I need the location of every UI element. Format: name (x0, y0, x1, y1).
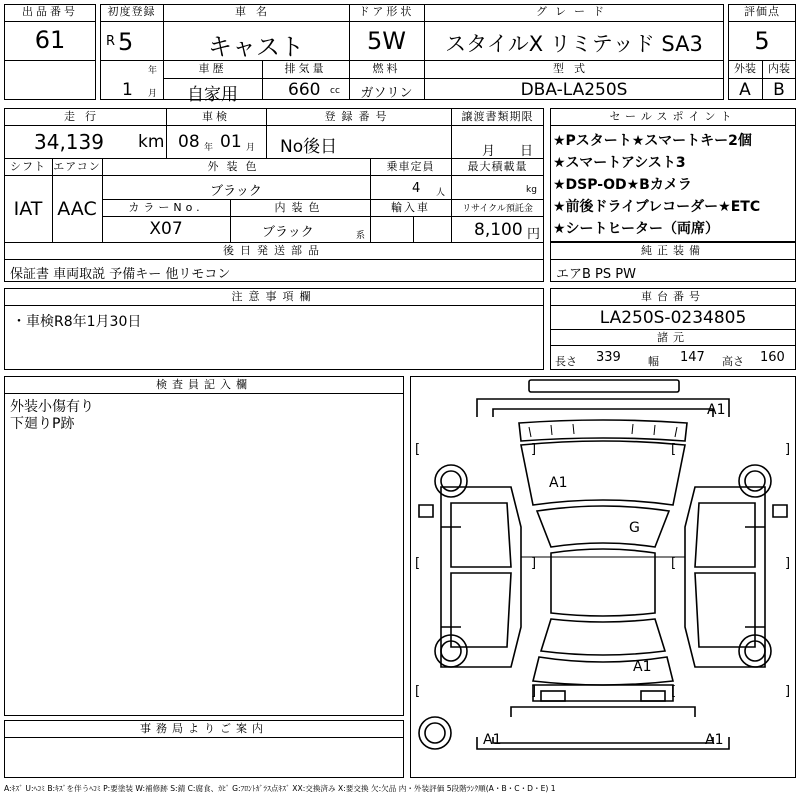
fuel: ガソリン (360, 86, 413, 101)
notes-title: 注意事項欄 (231, 290, 317, 303)
wheel-front-left (435, 465, 467, 497)
bracket: [ (671, 556, 677, 571)
int-color: ブラック (262, 225, 314, 240)
bracket: ] (785, 556, 791, 571)
inspector-title: 検査員記入欄 (156, 378, 252, 391)
bracket: [ (415, 442, 421, 457)
int-color-label: 内装色 (274, 201, 326, 214)
transfer-month: 月 (482, 144, 496, 159)
capacity: 4 (412, 181, 421, 196)
bracket: [ (415, 556, 421, 571)
hood (521, 441, 685, 505)
bracket: ] (531, 442, 537, 457)
damage-mark: A1 (633, 659, 652, 675)
length: 339 (596, 350, 621, 365)
bracket: [ (415, 684, 421, 699)
history-label: 車歴 (198, 62, 227, 75)
legend: A:ｷｽﾞ U:ﾍｺﾐ B:ｷｽﾞを伴うﾍｺﾐ P:要塗装 W:補修跡 S:錆 C:腐食、ｶﾋﾞ G:ﾌﾛﾝﾄｶﾞﾗｽ点ｷｽﾞ XX:交換済み X:要交換 欠:欠品 内・外装評価 5段階ﾗﾝｸ順(A・B・C・D・E) 1 (4, 784, 556, 793)
car-diagram (410, 376, 796, 778)
damage-mark: A1 (705, 732, 724, 748)
insp-month-unit: 月 (246, 143, 256, 153)
exterior-grade: A (739, 80, 751, 100)
interior-label: 内装 (768, 62, 790, 75)
inspector-line: 下廻りP跡 (10, 416, 75, 432)
color-no: X07 (149, 219, 183, 239)
bracket: ] (531, 684, 537, 699)
sales-point-item: ★Pスタート★スマートキー2個 (553, 133, 752, 149)
era: R (106, 34, 116, 49)
shift-label: シフト (10, 160, 46, 173)
int-color-suffix: 系 (356, 231, 366, 241)
front-grille (519, 420, 687, 441)
interior-grade: B (773, 80, 785, 100)
spare-wheel (419, 717, 451, 749)
transfer-label: 譲渡書類期限 (461, 110, 534, 123)
std-equipment-text: エアB PS PW (556, 267, 636, 282)
exterior-label: 外装 (734, 62, 756, 75)
load-unit: kg (526, 185, 537, 195)
insp-month: 01 (220, 132, 242, 152)
ac: AAC (57, 198, 97, 220)
windshield (537, 506, 669, 547)
ext-color-label: 外装色 (207, 160, 265, 173)
ext-color: ブラック (210, 184, 262, 199)
score: 5 (754, 27, 770, 55)
sales-points-title: セールスポイント (609, 110, 737, 123)
capacity-unit: 人 (436, 188, 446, 198)
width: 147 (680, 350, 705, 365)
rear-plate (541, 691, 565, 701)
rear-window (541, 619, 665, 655)
damage-mark: A1 (549, 475, 568, 491)
later-parts-title: 後日発送部品 (223, 244, 325, 257)
bracket: ] (785, 684, 791, 699)
car-name: キャスト (208, 33, 304, 61)
plate: No後日 (280, 137, 338, 157)
bracket: ] (785, 442, 791, 457)
month-unit: 月 (148, 89, 158, 99)
sales-point-item: ★前後ドライブレコーダー★ETC (553, 199, 761, 215)
length-label: 長さ (555, 355, 577, 368)
insp-year: 08 (178, 132, 200, 152)
grade-label: グレード (536, 5, 612, 18)
recycle-unit: 円 (527, 227, 541, 242)
later-parts-text: 保証書 車両取説 予備キー 他リモコン (10, 267, 231, 282)
std-equipment-title: 純正装備 (641, 244, 705, 257)
wheel-front-right (739, 465, 771, 497)
displacement: 660 (288, 80, 321, 100)
model-label: 型式 (553, 62, 595, 75)
bracket: [ (671, 442, 677, 457)
mileage: 34,139 (34, 130, 104, 154)
rear-hatch (533, 657, 673, 685)
chassis-number: LA250S-0234805 (599, 308, 747, 328)
transfer-day: 日 (520, 144, 534, 159)
left-side-body (441, 487, 521, 667)
damage-mark: A1 (483, 732, 502, 748)
front-bumper (477, 399, 729, 417)
fuel-label: 燃料 (372, 62, 401, 75)
bracket: ] (531, 556, 537, 571)
sales-point-item: ★DSP-OD★Bカメラ (553, 177, 692, 193)
lot-label: 出品番号 (22, 5, 78, 18)
height-label: 高さ (722, 355, 744, 368)
model-code: DBA-LA250S (520, 80, 628, 100)
bracket: [ (671, 684, 677, 699)
sales-point-item: ★スマートアシスト3 (553, 155, 686, 171)
inspector-line: 外装小傷有り (10, 399, 94, 415)
roof (551, 549, 655, 616)
ac-label: エアコン (53, 160, 101, 173)
reg-month: 1 (122, 80, 133, 100)
office-title: 事務局よりご案内 (140, 722, 268, 735)
damage-mark: A1 (707, 402, 726, 418)
lot-number: 61 (34, 26, 66, 54)
chassis-title: 車台番号 (641, 290, 705, 303)
bottom-bumper (477, 737, 729, 749)
displacement-label: 排気量 (284, 62, 327, 75)
insp-year-unit: 年 (204, 143, 214, 153)
right-side-body (685, 487, 765, 667)
mileage-unit: km (138, 132, 165, 152)
height: 160 (760, 350, 785, 365)
shift: IAT (13, 198, 43, 220)
first-reg-label: 初度登録 (107, 5, 156, 18)
reg-year: 5 (118, 28, 134, 56)
rear-bumper (533, 685, 673, 701)
history: 自家用 (187, 85, 238, 105)
capacity-label: 乗車定員 (386, 160, 435, 173)
recycle: 8,100 (474, 220, 523, 240)
door: 5W (367, 27, 406, 55)
plate-label: 登録番号 (324, 110, 393, 123)
year-unit: 年 (148, 66, 158, 76)
grade: スタイルX リミテッド SA3 (445, 32, 703, 56)
car-name-label: 車名 (235, 5, 277, 18)
width-label: 幅 (648, 355, 659, 368)
import-label: 輸入車 (391, 201, 430, 214)
inspection-label: 車検 (202, 110, 230, 123)
displacement-unit: cc (330, 86, 340, 96)
door-label: ドア形状 (358, 5, 415, 18)
score-label: 評価点 (744, 5, 780, 18)
dims-title: 諸元 (657, 331, 689, 344)
color-no-label: カラーNo. (128, 201, 204, 214)
recycle-label: リサイクル預託金 (462, 204, 533, 214)
load-label: 最大積載量 (467, 160, 528, 173)
damage-mark: G (629, 520, 640, 536)
roof-bar (529, 380, 679, 392)
sales-point-item: ★シートヒーター（両席） (553, 221, 719, 237)
notes-text: ・車検R8年1月30日 (12, 314, 142, 330)
mileage-label: 走行 (64, 110, 106, 123)
